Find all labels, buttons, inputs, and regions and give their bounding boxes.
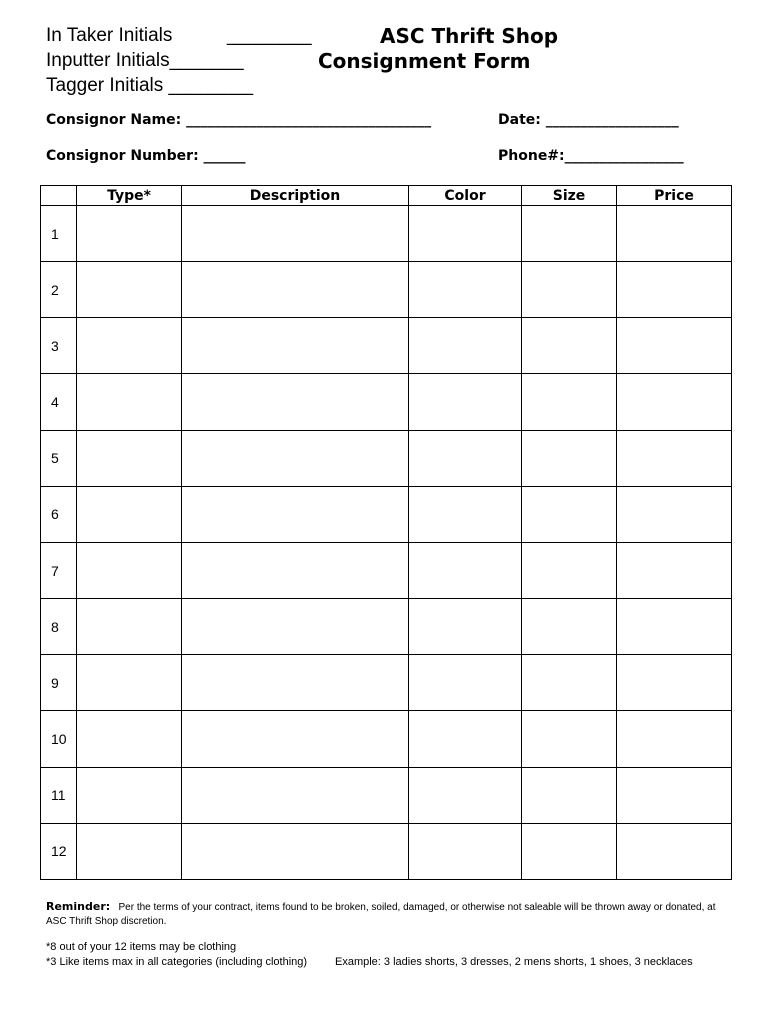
consignor-number-field[interactable]: Consignor Number: ______ bbox=[46, 148, 246, 164]
size-cell[interactable] bbox=[522, 542, 617, 598]
price-cell[interactable] bbox=[617, 542, 732, 598]
price-cell[interactable] bbox=[617, 655, 732, 711]
row-number: 1 bbox=[41, 206, 77, 262]
type-cell[interactable] bbox=[77, 430, 182, 486]
column-header-number bbox=[41, 186, 77, 206]
price-cell[interactable] bbox=[617, 599, 732, 655]
price-cell[interactable] bbox=[617, 486, 732, 542]
size-cell[interactable] bbox=[522, 318, 617, 374]
column-header-description: Description bbox=[182, 186, 409, 206]
color-cell[interactable] bbox=[409, 542, 522, 598]
row-number: 10 bbox=[41, 711, 77, 767]
color-cell[interactable] bbox=[409, 206, 522, 262]
date-field[interactable]: Date: ___________________ bbox=[498, 112, 679, 128]
row-number: 7 bbox=[41, 542, 77, 598]
description-cell[interactable] bbox=[182, 318, 409, 374]
row-number: 9 bbox=[41, 655, 77, 711]
row-number: 4 bbox=[41, 374, 77, 430]
tagger-initials-field[interactable]: Tagger Initials ________ bbox=[46, 75, 254, 96]
table-row bbox=[41, 767, 732, 823]
type-cell[interactable] bbox=[77, 374, 182, 430]
phone-field[interactable]: Phone#:_________________ bbox=[498, 148, 684, 164]
price-cell[interactable] bbox=[617, 374, 732, 430]
color-cell[interactable] bbox=[409, 655, 522, 711]
type-cell[interactable] bbox=[77, 486, 182, 542]
row-number: 12 bbox=[41, 823, 77, 879]
clothing-limit-note: *8 out of your 12 items may be clothing bbox=[46, 941, 237, 953]
table-row bbox=[41, 318, 732, 374]
table-row bbox=[41, 486, 732, 542]
color-cell[interactable] bbox=[409, 599, 522, 655]
in-taker-initials-line[interactable]: ________ bbox=[227, 25, 312, 46]
price-cell[interactable] bbox=[617, 430, 732, 486]
price-cell[interactable] bbox=[617, 262, 732, 318]
size-cell[interactable] bbox=[522, 206, 617, 262]
table-row bbox=[41, 542, 732, 598]
table-row bbox=[41, 206, 732, 262]
description-cell[interactable] bbox=[182, 599, 409, 655]
color-cell[interactable] bbox=[409, 318, 522, 374]
column-header-size: Size bbox=[522, 186, 617, 206]
color-cell[interactable] bbox=[409, 374, 522, 430]
like-items-note: *3 Like items max in all categories (including clothing) bbox=[46, 956, 308, 968]
size-cell[interactable] bbox=[522, 655, 617, 711]
price-cell[interactable] bbox=[617, 767, 732, 823]
size-cell[interactable] bbox=[522, 374, 617, 430]
column-header-price: Price bbox=[617, 186, 732, 206]
in-taker-initials-label: In Taker Initials bbox=[46, 25, 173, 46]
description-cell[interactable] bbox=[182, 262, 409, 318]
example-note: Example: 3 ladies shorts, 3 dresses, 2 mens shorts, 1 shoes, 3 necklaces bbox=[335, 956, 693, 968]
consignment-items-table bbox=[40, 185, 732, 880]
table-row bbox=[41, 430, 732, 486]
type-cell[interactable] bbox=[77, 599, 182, 655]
type-cell[interactable] bbox=[77, 318, 182, 374]
description-cell[interactable] bbox=[182, 374, 409, 430]
inputter-initials-field[interactable]: Inputter Initials_______ bbox=[46, 50, 244, 71]
color-cell[interactable] bbox=[409, 430, 522, 486]
type-cell[interactable] bbox=[77, 823, 182, 879]
size-cell[interactable] bbox=[522, 711, 617, 767]
reminder-text: Per the terms of your contract, items found to be broken, soiled, damaged, or otherwise not saleable will be thrown away or donated, at ASC Thrift Shop discretion. bbox=[46, 902, 716, 927]
row-number: 3 bbox=[41, 318, 77, 374]
description-cell[interactable] bbox=[182, 206, 409, 262]
description-cell[interactable] bbox=[182, 823, 409, 879]
row-number: 5 bbox=[41, 430, 77, 486]
table-row bbox=[41, 374, 732, 430]
size-cell[interactable] bbox=[522, 486, 617, 542]
row-number: 8 bbox=[41, 599, 77, 655]
description-cell[interactable] bbox=[182, 430, 409, 486]
form-subtitle: Consignment Form bbox=[318, 49, 531, 73]
type-cell[interactable] bbox=[77, 206, 182, 262]
price-cell[interactable] bbox=[617, 823, 732, 879]
table-row bbox=[41, 262, 732, 318]
color-cell[interactable] bbox=[409, 486, 522, 542]
table-row bbox=[41, 599, 732, 655]
row-number: 2 bbox=[41, 262, 77, 318]
table-row bbox=[41, 823, 732, 879]
description-cell[interactable] bbox=[182, 711, 409, 767]
consignor-name-field[interactable]: Consignor Name: ___________________________________ bbox=[46, 112, 432, 128]
type-cell[interactable] bbox=[77, 542, 182, 598]
color-cell[interactable] bbox=[409, 262, 522, 318]
description-cell[interactable] bbox=[182, 655, 409, 711]
price-cell[interactable] bbox=[617, 318, 732, 374]
column-header-color: Color bbox=[409, 186, 522, 206]
table-header-row bbox=[41, 186, 732, 206]
size-cell[interactable] bbox=[522, 599, 617, 655]
size-cell[interactable] bbox=[522, 262, 617, 318]
type-cell[interactable] bbox=[77, 711, 182, 767]
type-cell[interactable] bbox=[77, 262, 182, 318]
description-cell[interactable] bbox=[182, 542, 409, 598]
color-cell[interactable] bbox=[409, 711, 522, 767]
type-cell[interactable] bbox=[77, 655, 182, 711]
description-cell[interactable] bbox=[182, 486, 409, 542]
table-row bbox=[41, 711, 732, 767]
row-number: 6 bbox=[41, 486, 77, 542]
reminder-note bbox=[46, 900, 726, 929]
color-cell[interactable] bbox=[409, 823, 522, 879]
reminder-label: Reminder: bbox=[46, 900, 111, 913]
color-cell[interactable] bbox=[409, 767, 522, 823]
description-cell[interactable] bbox=[182, 767, 409, 823]
table-row bbox=[41, 655, 732, 711]
row-number: 11 bbox=[41, 767, 77, 823]
type-cell[interactable] bbox=[77, 767, 182, 823]
size-cell[interactable] bbox=[522, 767, 617, 823]
form-title: ASC Thrift Shop bbox=[380, 24, 559, 48]
column-header-type: Type* bbox=[77, 186, 182, 206]
size-cell[interactable] bbox=[522, 430, 617, 486]
size-cell[interactable] bbox=[522, 823, 617, 879]
price-cell[interactable] bbox=[617, 206, 732, 262]
price-cell[interactable] bbox=[617, 711, 732, 767]
